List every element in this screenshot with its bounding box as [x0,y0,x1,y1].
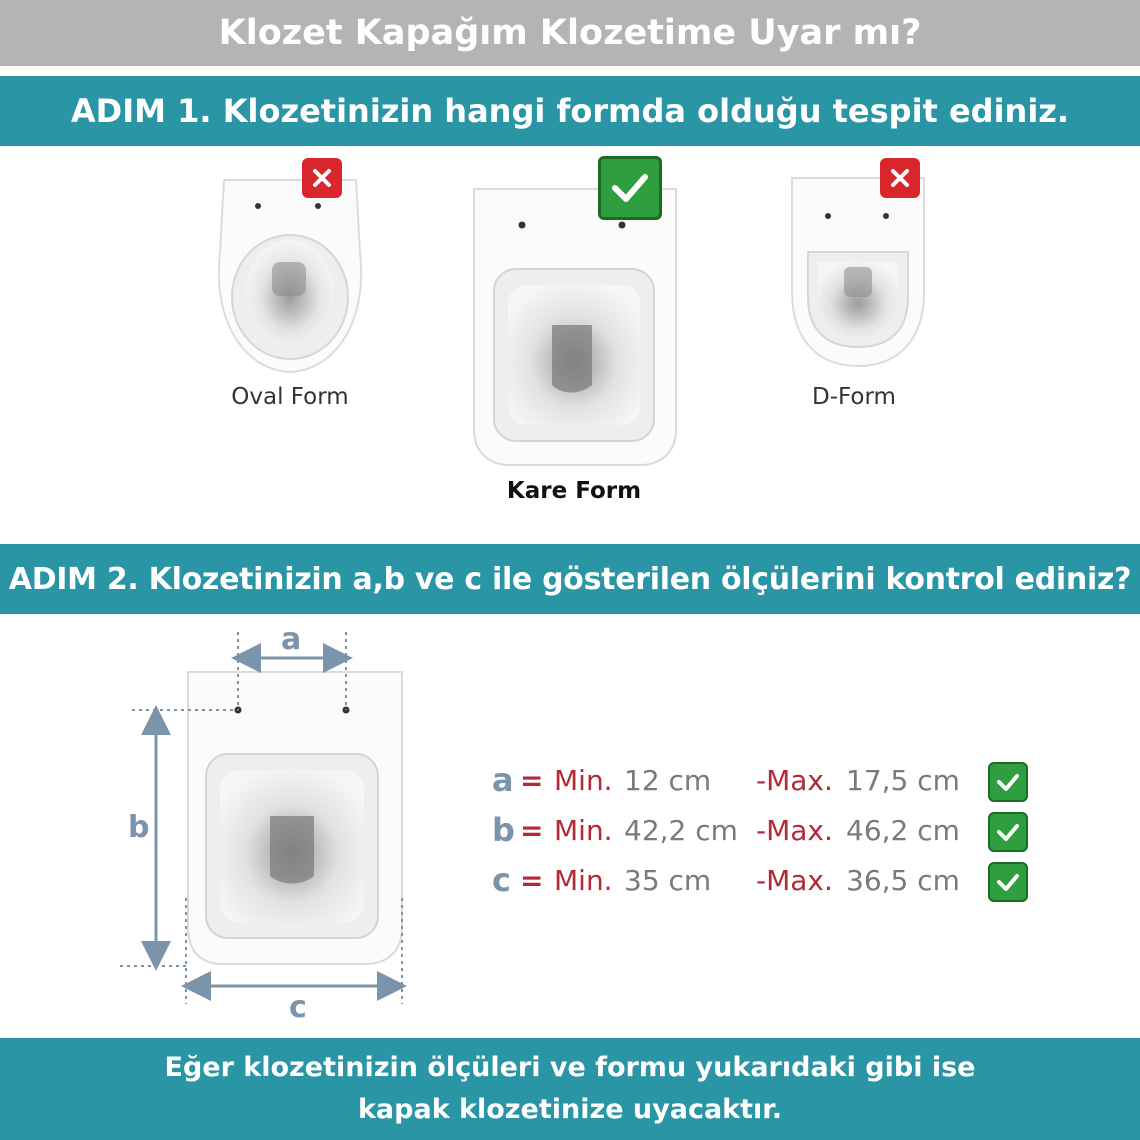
measure-equals: = [520,764,544,797]
max-value: 17,5 cm [846,764,960,797]
dimension-diagram [110,620,430,1030]
measure-letter: c [492,861,511,899]
min-label: Min. [554,864,613,897]
max-label: -Max. [756,864,833,897]
dimension-c-label: c [289,990,307,1025]
oval-form-label: Oval Form [231,384,349,410]
min-value: 35 cm [624,864,712,897]
check-icon [610,171,650,205]
measure-equals: = [520,814,544,847]
measure-row-c [492,861,972,904]
min-label: Min. [554,764,613,797]
measure-equals: = [520,864,544,897]
d-form-toilet-image [788,172,928,372]
cross-icon [311,167,333,189]
kare-form-check-badge [598,156,662,220]
measure-row-a [492,761,972,804]
kare-form-label: Kare Form [506,478,642,504]
footer-note [0,1038,1140,1140]
page-title: Klozet Kapağım Klozetime Uyar mı? [0,0,1140,66]
min-label: Min. [554,814,613,847]
check-icon [996,772,1020,792]
min-value: 42,2 cm [624,814,738,847]
dimension-b-label: b [128,810,150,845]
step2-title: ADIM 2. Klozetinizin a,b ve c ile gösterilen ölçülerini kontrol ediniz? [0,544,1140,614]
measure-a-check-badge [988,762,1028,802]
footer-line-2: kapak klozetinize uyacaktır. [357,1094,783,1125]
d-form-label: D-Form [812,384,896,410]
oval-toilet-image [210,172,370,382]
check-icon [996,872,1020,892]
measure-c-check-badge [988,862,1028,902]
min-value: 12 cm [624,764,712,797]
max-value: 46,2 cm [846,814,960,847]
measure-letter: a [492,761,514,799]
measure-row-b [492,811,972,854]
d-form-cross-badge [880,158,920,198]
max-label: -Max. [756,764,833,797]
square-toilet-image [470,185,680,470]
oval-form-cross-badge [302,158,342,198]
footer-line-1: Eğer klozetinizin ölçüleri ve formu yukarıdaki gibi ise [164,1052,976,1083]
measure-letter: b [492,811,515,849]
max-value: 36,5 cm [846,864,960,897]
step1-title: ADIM 1. Klozetinizin hangi formda olduğu tespit ediniz. [0,76,1140,146]
dimension-a-label: a [281,622,302,657]
max-label: -Max. [756,814,833,847]
measure-b-check-badge [988,812,1028,852]
check-icon [996,822,1020,842]
cross-icon [889,167,911,189]
